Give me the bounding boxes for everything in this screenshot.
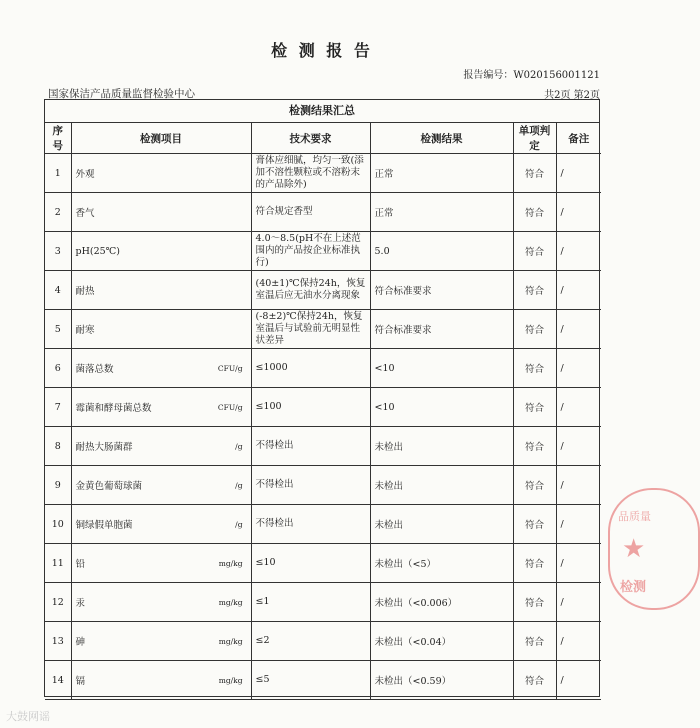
table-row xyxy=(45,583,601,622)
item-name: pH(25℃) xyxy=(75,245,120,257)
item-cell xyxy=(71,505,251,544)
item-unit: mg/kg xyxy=(218,597,243,607)
remark-cell: / xyxy=(556,544,601,583)
item-cell xyxy=(71,388,251,427)
item-name: 铜绿假单胞菌 xyxy=(75,520,133,531)
result-cell: 符合标准要求 xyxy=(370,310,513,349)
column-header-remark: 备注 xyxy=(556,123,601,154)
inspection-stamp xyxy=(608,488,700,610)
item-unit: mg/kg xyxy=(218,558,243,568)
row-number: 13 xyxy=(45,622,71,661)
item-name: 耐热 xyxy=(75,286,95,297)
row-number: 3 xyxy=(45,232,71,271)
table-row xyxy=(45,661,601,700)
judgement-cell: 符合 xyxy=(513,310,556,349)
column-header-result: 检测结果 xyxy=(370,123,513,154)
item-unit: mg/kg xyxy=(218,636,243,646)
item-cell xyxy=(71,349,251,388)
row-number: 5 xyxy=(45,310,71,349)
table-row xyxy=(45,232,601,271)
row-number: 11 xyxy=(45,544,71,583)
requirement-cell: ≤2 xyxy=(251,622,370,661)
result-cell: 未检出（<0.04） xyxy=(370,622,513,661)
row-number: 12 xyxy=(45,583,71,622)
requirement-cell: 符合规定香型 xyxy=(251,193,370,232)
remark-cell: / xyxy=(556,193,601,232)
result-cell: 未检出 xyxy=(370,427,513,466)
column-header-judgement: 单项判定 xyxy=(513,123,556,154)
result-cell: 未检出（<0.006） xyxy=(370,583,513,622)
item-cell xyxy=(71,661,251,700)
row-number: 1 xyxy=(45,154,71,193)
remark-cell: / xyxy=(556,310,601,349)
requirement-cell: ≤5 xyxy=(251,661,370,700)
report-title: 检 测 报 告 xyxy=(271,41,373,60)
result-cell: 正常 xyxy=(370,193,513,232)
requirement-cell: 不得检出 xyxy=(251,505,370,544)
table-row xyxy=(45,271,601,310)
remark-cell: / xyxy=(556,388,601,427)
item-unit: /g xyxy=(235,441,243,451)
requirement-cell: 不得检出 xyxy=(251,466,370,505)
item-cell xyxy=(71,427,251,466)
judgement-cell: 符合 xyxy=(513,193,556,232)
table-row xyxy=(45,349,601,388)
row-number: 10 xyxy=(45,505,71,544)
item-name: 耐热大肠菌群 xyxy=(75,442,133,453)
row-number: 14 xyxy=(45,661,71,700)
row-number: 2 xyxy=(45,193,71,232)
table-body xyxy=(45,154,601,700)
requirement-cell: ≤1 xyxy=(251,583,370,622)
table-header-row xyxy=(45,123,601,154)
summary-title: 检测结果汇总 xyxy=(45,100,599,123)
results-table xyxy=(45,123,601,700)
organization-name: 国家保洁产品质量监督检验中心 xyxy=(48,88,195,100)
stamp-text-bottom: 检测 xyxy=(620,580,647,595)
item-unit: mg/kg xyxy=(218,675,243,685)
item-unit: CFU/g xyxy=(217,402,243,412)
table-row xyxy=(45,427,601,466)
judgement-cell: 符合 xyxy=(513,505,556,544)
requirement-cell: (40±1)℃保持24h，恢复室温后应无油水分离现象 xyxy=(251,271,370,310)
table-row xyxy=(45,505,601,544)
item-cell xyxy=(71,583,251,622)
judgement-cell: 符合 xyxy=(513,349,556,388)
watermark: 大鼓网谣 xyxy=(6,710,50,723)
row-number: 7 xyxy=(45,388,71,427)
table-row xyxy=(45,310,601,349)
requirement-cell: 4.0～8.5(pH不在上述范围内的产品按企业标准执行) xyxy=(251,232,370,271)
row-number: 9 xyxy=(45,466,71,505)
result-cell: 未检出（<5） xyxy=(370,544,513,583)
result-cell: 未检出 xyxy=(370,466,513,505)
item-cell xyxy=(71,466,251,505)
judgement-cell: 符合 xyxy=(513,622,556,661)
judgement-cell: 符合 xyxy=(513,388,556,427)
remark-cell: / xyxy=(556,466,601,505)
column-header-no: 序号 xyxy=(45,123,71,154)
item-name: 铅 xyxy=(75,559,86,570)
remark-cell: / xyxy=(556,661,601,700)
table-row xyxy=(45,193,601,232)
item-name: 菌落总数 xyxy=(75,364,114,375)
item-cell xyxy=(71,544,251,583)
remark-cell: / xyxy=(556,154,601,193)
remark-cell: / xyxy=(556,427,601,466)
requirement-cell: (-8±2)℃保持24h，恢复室温后与试验前无明显性状差异 xyxy=(251,310,370,349)
result-cell: <10 xyxy=(370,388,513,427)
remark-cell: / xyxy=(556,583,601,622)
requirement-cell: 不得检出 xyxy=(251,427,370,466)
item-name: 耐寒 xyxy=(75,325,95,336)
item-name: 外观 xyxy=(75,169,95,180)
remark-cell: / xyxy=(556,505,601,544)
judgement-cell: 符合 xyxy=(513,154,556,193)
item-unit: /g xyxy=(235,480,243,490)
judgement-cell: 符合 xyxy=(513,661,556,700)
column-header-item: 检测项目 xyxy=(71,123,251,154)
item-name: 镉 xyxy=(75,676,86,687)
judgement-cell: 符合 xyxy=(513,271,556,310)
item-unit: CFU/g xyxy=(217,363,243,373)
item-name: 霉菌和酵母菌总数 xyxy=(75,403,152,414)
requirement-cell: ≤1000 xyxy=(251,349,370,388)
item-cell xyxy=(71,154,251,193)
remark-cell: / xyxy=(556,622,601,661)
table-row xyxy=(45,154,601,193)
column-header-requirement: 技术要求 xyxy=(251,123,370,154)
item-cell xyxy=(71,310,251,349)
requirement-cell: 膏体应细腻，均匀一致(添加不溶性颗粒或不溶粉末的产品除外) xyxy=(251,154,370,193)
table-row xyxy=(45,388,601,427)
item-unit: /g xyxy=(235,519,243,529)
remark-cell: / xyxy=(556,349,601,388)
judgement-cell: 符合 xyxy=(513,583,556,622)
item-cell xyxy=(71,271,251,310)
item-name: 香气 xyxy=(75,208,95,219)
row-number: 4 xyxy=(45,271,71,310)
result-cell: 未检出 xyxy=(370,505,513,544)
judgement-cell: 符合 xyxy=(513,466,556,505)
item-cell xyxy=(71,193,251,232)
requirement-cell: ≤100 xyxy=(251,388,370,427)
table-row xyxy=(45,544,601,583)
remark-cell: / xyxy=(556,271,601,310)
page-info: 共2页 第2页 xyxy=(544,90,600,101)
results-frame xyxy=(44,99,600,697)
table-row xyxy=(45,466,601,505)
item-name: 砷 xyxy=(75,637,86,648)
result-cell: 符合标准要求 xyxy=(370,271,513,310)
row-number: 8 xyxy=(45,427,71,466)
table-row xyxy=(45,622,601,661)
requirement-cell: ≤10 xyxy=(251,544,370,583)
item-name: 金黄色葡萄球菌 xyxy=(75,481,143,492)
result-cell: 5.0 xyxy=(370,232,513,271)
judgement-cell: 符合 xyxy=(513,232,556,271)
result-cell: <10 xyxy=(370,349,513,388)
item-cell xyxy=(71,232,251,271)
result-cell: 正常 xyxy=(370,154,513,193)
item-name: 汞 xyxy=(75,598,86,609)
row-number: 6 xyxy=(45,349,71,388)
item-cell xyxy=(71,622,251,661)
result-cell: 未检出（<0.59） xyxy=(370,661,513,700)
judgement-cell: 符合 xyxy=(513,544,556,583)
star-icon: ★ xyxy=(622,534,646,564)
report-number: 报告编号：W020156001121 xyxy=(463,70,600,81)
stamp-text-top: 品质量 xyxy=(618,510,651,523)
judgement-cell: 符合 xyxy=(513,427,556,466)
remark-cell: / xyxy=(556,232,601,271)
